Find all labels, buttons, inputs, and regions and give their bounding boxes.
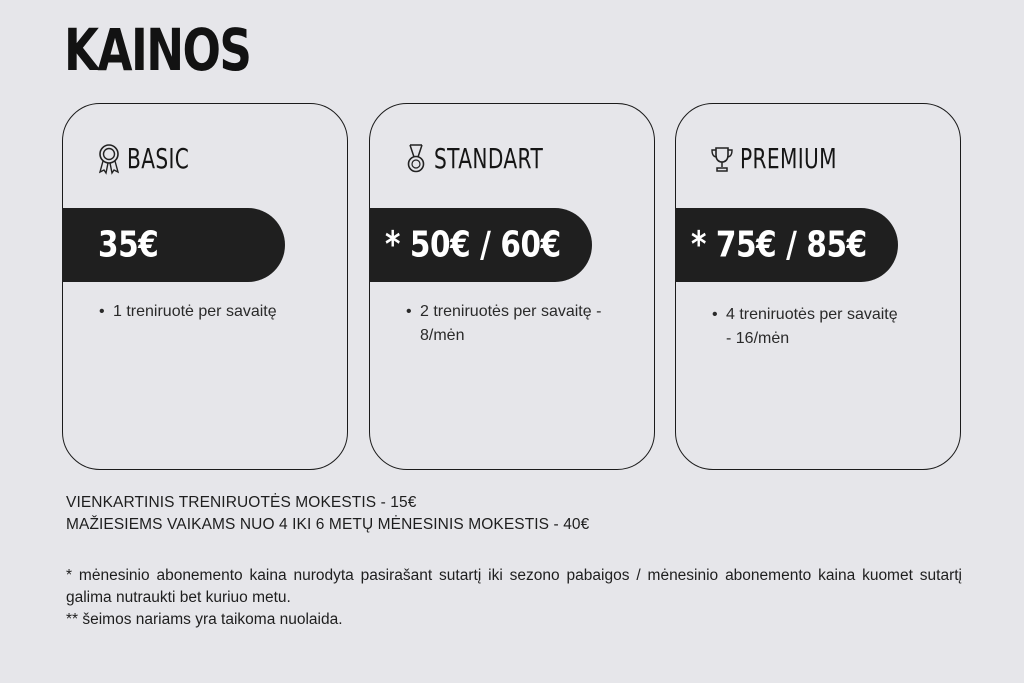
- feature-text: 2 treniruotės per savaitę -: [420, 303, 602, 320]
- feature-item: [99, 300, 329, 324]
- fees-section: [66, 492, 589, 536]
- price-badge: [369, 208, 592, 282]
- page-title: KAINOS: [64, 16, 251, 84]
- feature-text: 4 treniruotės per savaitę: [726, 306, 898, 323]
- plan-name: STANDART: [434, 142, 544, 175]
- bullet-icon: •: [406, 303, 412, 320]
- award-ribbon-icon: [97, 143, 121, 175]
- price-value: * 75€ / 85€: [691, 224, 867, 266]
- plan-header: [404, 142, 586, 175]
- feature-text-continued: - 16/mėn: [726, 330, 790, 347]
- medal-icon: [404, 143, 428, 175]
- bullet-icon: •: [712, 306, 718, 323]
- footnotes: [66, 565, 962, 631]
- price-badge: [62, 208, 285, 282]
- price-value: * 50€ / 60€: [385, 224, 561, 266]
- feature-item: [712, 303, 942, 351]
- double-asterisk-note: ** šeimos nariams yra taikoma nuolaida.: [66, 611, 343, 628]
- plan-name: BASIC: [127, 142, 190, 175]
- plan-header: [710, 142, 875, 175]
- plan-card-basic[interactable]: [62, 103, 348, 470]
- price-value: 35€: [98, 224, 159, 266]
- asterisk-note: * mėnesinio abonemento kaina nurodyta pasirašant sutartį iki sezono pabaigos / mėnesinio abonemento kaina kuomet sutartį galima nutraukti bet kuriuo metu.: [66, 567, 962, 606]
- feature-text-continued: 8/mėn: [420, 327, 465, 344]
- single-training-fee: VIENKARTINIS TRENIRUOTĖS MOKESTIS - 15€: [66, 494, 417, 511]
- plan-card-standart[interactable]: [369, 103, 655, 470]
- trophy-icon: [710, 143, 734, 175]
- price-badge: [675, 208, 898, 282]
- feature-item: [406, 300, 636, 348]
- plan-header: [97, 142, 213, 175]
- bullet-icon: •: [99, 303, 105, 320]
- plan-card-premium[interactable]: [675, 103, 961, 470]
- plan-name: PREMIUM: [740, 142, 837, 175]
- feature-text: 1 treniruotė per savaitę: [113, 303, 277, 320]
- young-kids-fee: MAŽIESIEMS VAIKAMS NUO 4 IKI 6 METŲ MĖNESINIS MOKESTIS - 40€: [66, 516, 590, 533]
